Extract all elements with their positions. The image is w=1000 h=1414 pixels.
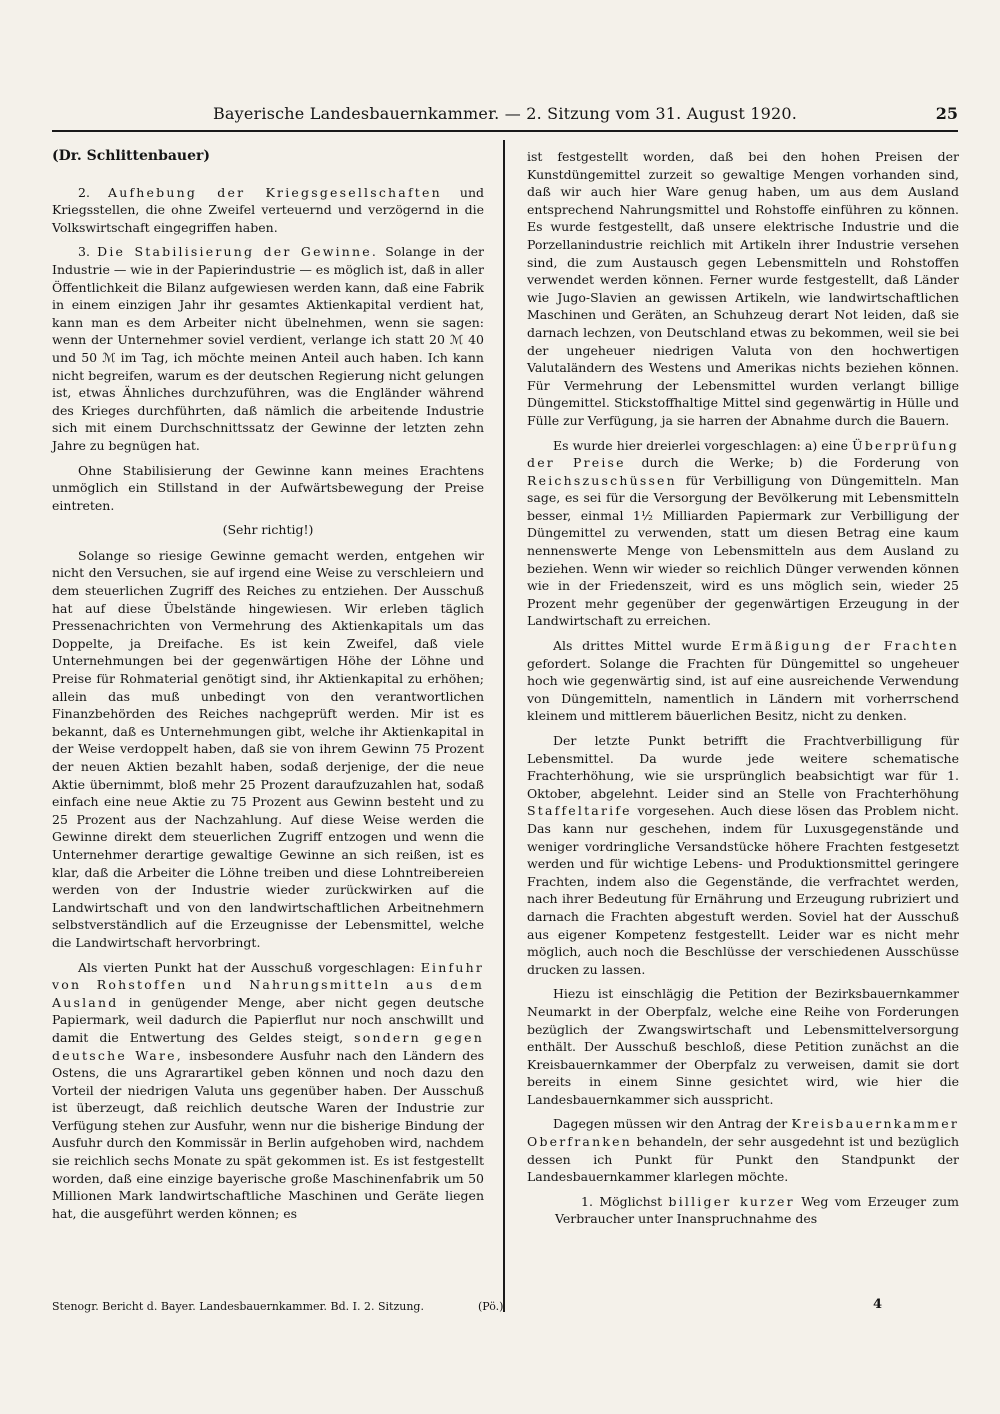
- paragraph-text: behandeln, der sehr ausgedehnt ist und bezüglich dessen ich Punkt für Punkt den Standpunkt der Landesbauernkammer klarlegen möchte.: [527, 1134, 959, 1185]
- running-header: [52, 104, 958, 126]
- page-footer: [52, 1300, 512, 1313]
- paragraph-text: durch die Werke; b) die Forderung von: [641, 455, 959, 471]
- paragraph-text: Als vierten Punkt hat der Ausschuß vorgeschlagen:: [78, 959, 415, 975]
- footer-initials: (Pö.): [478, 1300, 504, 1313]
- paragraph-text: Solange in der Industrie — wie in der Papierindustrie — es möglich ist, daß in aller Öffentlichkeit die Bilanz aufgewiesen werden kann, daß eine Fabrik in einem einzigen Jahr ihr gesamtes Aktienkapital verdient hat, kann man es dem Arbeiter nicht übelnehmen, wenn sie sagen: wenn der Unternehmer soviel verdient, verlange ich statt 20 ℳ 40 und 50 ℳ im Tag, ich möchte meinen Anteil auch haben. Ich kann nicht begreifen, warum es der deutschen Regierung nicht gelungen ist, etwas Ähnliches durchzuführen, was die Engländer während des Krieges durchführten, daß nämlich die arbeitende Industrie sich mit einem Durchschnittssatz der Gewinne der letzten zehn Jahre zu begnügen hat.: [52, 244, 484, 453]
- header-title: Bayerische Landesbauernkammer. — 2. Sitzung vom 31. August 1920.: [212, 104, 798, 123]
- paragraph-text: Möglichst: [599, 1193, 663, 1209]
- paragraph: [52, 959, 484, 1223]
- signature-mark: 4: [873, 1297, 883, 1312]
- paragraph: [527, 437, 959, 631]
- spaced-emphasis: Ermäßigung der Frachten: [731, 638, 960, 654]
- paragraph-text: Als drittes Mittel wurde: [553, 638, 722, 654]
- paragraph-text: insbesondere Ausfuhr nach den Ländern des Ostens, die uns Agrarartikel geben können und noch dazu den Vorteil der niedrigen Valuta uns gegenüber haben. Der Ausschuß ist überzeugt, daß reichlich deutsche Waren der Industrie zur Verfügung stehen zur Ausfuhr, wenn nur die bisherige Bindung der Ausfuhr durch den Kommissär in Berlin aufgehoben wird, nachdem sie reichlich sechs Monate zu spät gekommen ist. Es ist festgestellt worden, daß eine einzige bayerische große Maschinenfabrik um 50 Millionen Mark landwirtschaftliche Maschinen und Geräte liegen hat, die ausgeführt werden können; es: [52, 1047, 485, 1221]
- spaced-emphasis: Staffeltarife: [527, 803, 632, 819]
- paragraph-text: für Verbilligung von Düngemitteln. Man sage, es sei für die Versorgung der Bevölkerung mit Lebensmitteln besser, einmal 1½ Milliarden Papiermark zur Verbilligung der Düngemittel zu verwenden, statt um diesen Betrag eine kaum nennenswerte Menge von Lebensmitteln aus dem Ausland zu beziehen. Wenn wir wieder so reichlich Dünger verwenden können wie in der Friedenszeit, wird es uns möglich sein, wieder 25 Prozent mehr gegenüber der gegenwärtigen Erzeugung in der Landwirtschaft zu erreichen.: [527, 472, 959, 629]
- paragraph-text: in genügender Menge, aber nicht gegen deutsche Papiermark, weil dadurch die Papierflut nur noch anschwillt und damit die Entwertung des Geldes steigt,: [52, 994, 484, 1045]
- interjection: (Sehr richtig!): [222, 522, 314, 538]
- item-number: 2.: [78, 184, 90, 200]
- header-rule: [52, 130, 958, 132]
- paragraph: ist festgestellt worden, daß bei den hohen Preisen der Kunstdüngemittel zurzeit so gewaltige Mengen vorhanden sind, daß wir auch hier Ware genug haben, um aus dem Ausland entsprechend Nahrungsmittel und Rohstoffe einführen zu können. Es wurde festgestellt, daß unsere elektrische Industrie und die Porzellanindustrie reichlich mit Artikeln ihrer Industrie versehen sind, die zum Austausch gegen Lebensmitteln und Rohstoffen verwendet werden können. Ferner wurde festgestellt, daß Länder wie Jugo-Slavien an gewissen Artikeln, wie landwirtschaftlichen Maschinen und Geräten, an Schuhzeug derart Not leiden, daß sie darnach lechzen, von Deutschland etwas zu bekommen, weil sie bei der ungeheuer niedrigen Valuta von den hochwertigen Valutaländern des Westens und Amerikas nichts beziehen können. Für Vermehrung der Lebensmittel wurden verlangt billige Düngemittel. Stickstoffhaltige Mittel sind gegenwärtig in Hülle und Fülle zur Verfügung, ja sie harren der Abnahme durch die Bauern.: [527, 149, 959, 428]
- paragraph: [527, 1115, 959, 1185]
- paragraph: [527, 637, 959, 725]
- spaced-emphasis: Einfuhr von Rohstoffen und Nahrungsmitteln aus dem Ausland: [52, 959, 485, 1010]
- paragraph: [52, 184, 484, 237]
- spaced-emphasis: billiger kurzer: [668, 1193, 795, 1209]
- spaced-emphasis: Die Stabilisierung der Gewinne.: [97, 244, 379, 260]
- paragraph-text: Der letzte Punkt betrifft die Frachtverbilligung für Lebensmittel. Da wurde jede weitere schematische Frachterhöhung, wie sie ursprünglich beabsichtigt war für 1. Oktober, abgelehnt. Leider sind an Stelle von Frachterhöhung: [527, 733, 959, 801]
- paragraph: Solange so riesige Gewinne gemacht werden, entgehen wir nicht den Versuchen, sie auf irgend eine Weise zu verschleiern und dem steuerlichen Zugriff des Reiches zu entziehen. Der Ausschuß hat auf diese Übelstände hingewiesen. Wir erleben täglich Pressenachrichten von Vermehrung des Aktienkapitals um das Doppelte, ja Dreifache. Es ist kein Zweifel, daß viele Unternehmungen bei der gegenwärtigen Höhe der Löhne und Preise für Rohmaterial genötigt sind, ihr Aktienkapital zu erhöhen; allein das muß unbedingt von den verantwortlichen Finanzbehörden des Reiches nachgeprüft werden. Mir ist es bekannt, daß es Unternehmungen gibt, welche ihr Aktienkapital in der Weise verdoppelt haben, daß sie von ihrem Gewinn 75 Prozent der neuen Aktien bezahlt haben, sodaß derjenige, der die neue Aktie übernimmt, bloß mehr 25 Prozent daraufzuzahlen hat, sodaß einfach eine neue Aktie zu 75 Prozent aus Gewinn besteht und zu 25 Prozent aus der Nachzahlung. Auf diese Weise werden die Gewinne direkt dem steuerlichen Zugriff entzogen und wenn die Unternehmer derartige gewaltige Gewinne an sich reißen, ist es klar, daß die Arbeiter die Löhne treiben und diese Lohntreibereien werden von der Industrie wieder zurückwirken auf die Landwirtschaft und von den landwirtschaftlichen Arbeitnehmern selbstverständlich auf die Erzeugnisse der Lebensmittel, welche die Landwirtschaft hervorbringt.: [52, 547, 484, 950]
- left-column: [52, 148, 484, 1229]
- paragraph: [527, 732, 959, 978]
- spaced-emphasis: sondern gegen deutsche Ware,: [52, 1029, 484, 1063]
- column-rule: [503, 140, 505, 1312]
- paragraph: Ohne Stabilisierung der Gewinne kann meines Erachtens unmöglich ein Stillstand in der Aufwärtsbewegung der Preise eintreten.: [52, 462, 484, 513]
- speaker-label: (Dr. Schlittenbauer): [52, 148, 211, 164]
- spaced-emphasis: Überprüfung der Preise: [527, 437, 959, 471]
- spaced-emphasis: Aufhebung der Kriegsgesellschaften: [107, 184, 442, 200]
- page-number: 25: [935, 104, 958, 123]
- spaced-emphasis: Kreisbauernkammer Oberfranken: [527, 1116, 959, 1150]
- paragraph: Hiezu ist einschlägig die Petition der Bezirksbauernkammer Neumarkt in der Oberpfalz, welche eine Reihe von Forderungen bezüglich der Zwangswirtschaft und Lebensmittelversorgung enthält. Der Ausschuß beschloß, diese Petition zunächst an die Kreisbauernkammer der Oberpfalz zu verweisen, damit sie dort bereits in einem Sinne gesichtet wird, wie hier die Landesbauernkammer sich ausspricht.: [527, 986, 959, 1107]
- paragraph-text: und Kriegsstellen, die ohne Zweifel verteuernd und verzögernd in die Volkswirtschaft eingegriffen haben.: [52, 184, 484, 235]
- paragraph: [52, 243, 484, 454]
- paragraph-text: Dagegen müssen wir den Antrag der: [553, 1116, 788, 1132]
- item-number: 1.: [581, 1193, 593, 1209]
- paragraph-text: Es wurde hier dreierlei vorgeschlagen: a) eine: [553, 437, 849, 453]
- paragraph-text: vorgesehen. Auch diese lösen das Problem nicht. Das kann nur geschehen, indem für Luxusgegenstände und weniger vordringliche Versandstücke höhere Frachten festgesetzt werden und für wichtige Lebens- und Produktionsmittel geringere Frachten, indem also die Gegenstände, die verfrachtet werden, nach ihrer Bedeutung für Ernährung und Erzeugung rubriziert und darnach die Frachten abgestuft werden. Soviel hat der Ausschuß aus eigener Kompetenz festgestellt. Leider war es nicht mehr möglich, auch noch die Beschlüsse der verschiedenen Ausschüsse drucken zu lassen.: [527, 803, 959, 977]
- spaced-emphasis: Reichszuschüssen: [527, 472, 677, 488]
- right-column: [527, 148, 959, 1235]
- item-number: 3.: [78, 244, 90, 260]
- paragraph-text: gefordert. Solange die Frachten für Düngemittel so ungeheuer hoch wie gegenwärtig sind, ist auf eine ausreichende Verwendung von Düngemitteln, namentlich in Ländern mit vorherrschend kleinem und mittlerem bäuerlichen Besitz, nicht zu denken.: [527, 655, 959, 724]
- paragraph-text: Weg vom Erzeuger zum Verbraucher unter Inanspruchnahme des: [555, 1193, 959, 1227]
- footer-citation: Stenogr. Bericht d. Bayer. Landesbauernkammer. Bd. I. 2. Sitzung.: [52, 1300, 424, 1313]
- list-item: [527, 1193, 959, 1228]
